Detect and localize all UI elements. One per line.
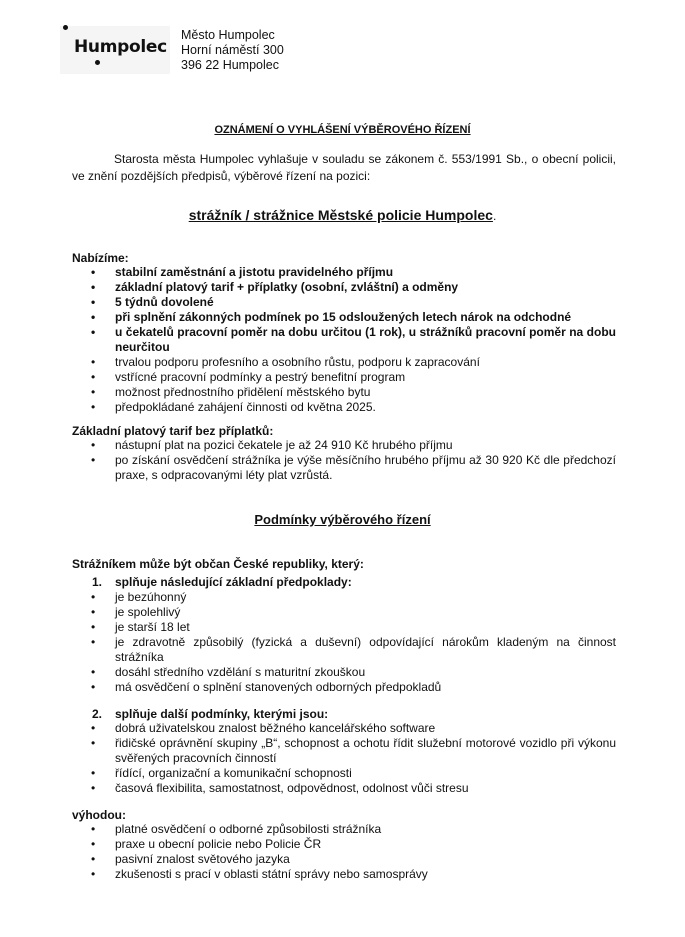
requirement-1-list (72, 590, 616, 695)
requirement-2-list (72, 721, 616, 796)
requirement-heading-text: splňuje další podmínky, kterými jsou: (115, 707, 329, 721)
list-item: • po získání osvědčení strážníka je výše měsíčního hrubého příjmu až 30 920 Kč dle předchozí praxe, s odpracovanými léty plat vzrůstá. (72, 453, 616, 483)
intro-paragraph (72, 151, 616, 185)
conditions-title: Podmínky výběrového řízení (254, 512, 431, 527)
offer-heading: Nabízíme: (72, 251, 129, 265)
requirement-heading-text: splňuje následující základní předpoklady: (115, 575, 352, 589)
salary-list (72, 438, 616, 483)
list-item: • vstřícné pracovní podmínky a pestrý benefitní program (72, 370, 616, 385)
requirement-2-heading (92, 707, 328, 721)
salary-heading: Základní platový tarif bez příplatků: (72, 424, 274, 438)
address-line: 396 22 Humpolec (181, 58, 279, 72)
list-item: • dosáhl středního vzdělání s maturitní zkouškou (72, 665, 616, 680)
eligible-heading: Strážníkem může být občan České republiky, který: (72, 557, 364, 571)
list-item: • u čekatelů pracovní poměr na dobu určitou (1 rok), u strážníků pracovní poměr na dobu neurčitou (72, 325, 616, 355)
logo (60, 26, 170, 74)
list-item: • časová flexibilita, samostatnost, odpovědnost, odolnost vůči stresu (72, 781, 616, 796)
list-item: • možnost přednostního přidělení městského bytu (72, 385, 616, 400)
intro-text: Starosta města Humpolec vyhlašuje v souladu se zákonem č. 553/1991 Sb., o obecní policii, ve znění pozdějších předpisů, výběrové řízení na pozici: (72, 152, 616, 183)
list-item: • je spolehlivý (72, 605, 616, 620)
list-item: • pasivní znalost světového jazyka (72, 852, 616, 867)
logo-text: Humpolec (74, 37, 167, 57)
logo-dot-bottom (95, 60, 100, 65)
requirement-1-heading (92, 575, 352, 589)
list-item: • platné osvědčení o odborné způsobilosti strážníka (72, 822, 616, 837)
list-item: • nástupní plat na pozici čekatele je až 24 910 Kč hrubého příjmu (72, 438, 616, 453)
list-item: • je bezúhonný (72, 590, 616, 605)
advantage-list (72, 822, 616, 882)
list-item: • základní platový tarif + příplatky (osobní, zvláštní) a odměny (72, 280, 616, 295)
list-item: • je zdravotně způsobilý (fyzická a duševní) odpovídající nárokům kladeným na činnost strážníka (72, 635, 616, 665)
sender-address (181, 28, 284, 73)
position-suffix: . (492, 209, 497, 223)
requirement-number: 2. (92, 707, 103, 721)
address-line: Horní náměstí 300 (181, 43, 284, 57)
list-item: • řidičské oprávnění skupiny „B“, schopnost a ochotu řídit služební motorové vozidlo při výkonu svěřených pracovních činností (72, 736, 616, 766)
list-item: • při splnění zákonných podmínek po 15 odsloužených letech nárok na odchodné (72, 310, 616, 325)
list-item: • 5 týdnů dovolené (72, 295, 616, 310)
document-title: OZNÁMENÍ O VYHLÁŠENÍ VÝBĚROVÉHO ŘÍZENÍ (214, 124, 471, 136)
list-item: • trvalou podporu profesního a osobního růstu, podporu k zapracování (72, 355, 616, 370)
list-item: • stabilní zaměstnání a jistotu pravidelného příjmu (72, 265, 616, 280)
requirement-number: 1. (92, 575, 103, 589)
position-name (0, 207, 685, 223)
logo-dot-top (63, 25, 68, 30)
offer-list (72, 265, 616, 415)
list-item: • je starší 18 let (72, 620, 616, 635)
list-item: • praxe u obecní policie nebo Policie ČR (72, 837, 616, 852)
list-item: • předpokládané zahájení činnosti od května 2025. (72, 400, 616, 415)
list-item: • zkušenosti s prací v oblasti státní správy nebo samosprávy (72, 867, 616, 882)
position-title: strážník / strážnice Městské policie Humpolec (188, 207, 493, 223)
list-item: • dobrá uživatelskou znalost běžného kancelářského software (72, 721, 616, 736)
list-item: • řídící, organizační a komunikační schopnosti (72, 766, 616, 781)
list-item: • má osvědčení o splnění stanovených odborných předpokladů (72, 680, 616, 695)
advantage-heading: výhodou: (72, 808, 126, 822)
address-line: Město Humpolec (181, 28, 275, 42)
